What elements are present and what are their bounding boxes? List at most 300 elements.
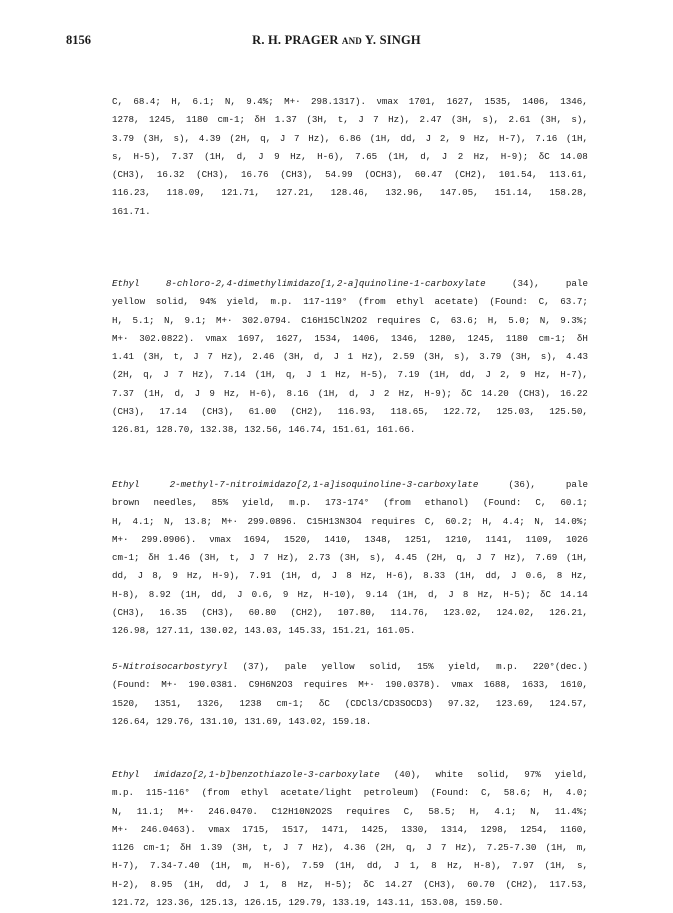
text-token: 1627,: [276, 332, 304, 344]
text-token: 1406,: [522, 96, 550, 107]
text-token: cm-1;: [143, 842, 171, 854]
text-token: J: [282, 842, 289, 854]
text-token: (Found:: [430, 787, 470, 799]
text-token: (1H,: [280, 570, 303, 582]
text-token: t,: [229, 552, 241, 564]
text-token: (CH3),: [201, 406, 235, 418]
text-token: (2H,: [425, 552, 448, 564]
text-token: 1701,: [408, 96, 437, 107]
text-token: N,: [539, 314, 551, 326]
text-token: (2H,: [229, 132, 252, 144]
text-token: N,: [164, 314, 176, 326]
text-token: 4.39: [198, 132, 221, 144]
text-token: H-9);: [424, 387, 452, 399]
compound-entry: [112, 93, 588, 221]
text-token: J: [425, 132, 432, 144]
text-token: 7: [294, 132, 300, 144]
text-token: 85%: [211, 497, 229, 509]
text-token: (CH2),: [290, 406, 324, 418]
text-token: H-8),: [112, 588, 140, 600]
text-token: J: [333, 351, 339, 363]
text-token: J: [249, 552, 255, 564]
text-token: m.p.: [289, 497, 312, 509]
text-token: 8,: [152, 570, 164, 582]
text-token: 2: [383, 387, 390, 399]
text-token: N,: [530, 805, 542, 817]
text-token: N,: [112, 805, 124, 817]
text-token: (CDCl3/CD3SOCD3): [344, 697, 433, 709]
text-token: s),: [454, 351, 471, 363]
text-token: requires: [376, 314, 421, 326]
text-token: 126.64,: [112, 715, 151, 727]
text-token: 7.37: [112, 387, 135, 399]
text-line: [112, 312, 588, 330]
text-token: 1,: [259, 878, 271, 890]
text-token: cm-1;: [112, 552, 140, 564]
text-token: q,: [456, 552, 468, 564]
text-token: Hz),: [312, 842, 335, 854]
text-token: (CH2),: [290, 607, 324, 619]
text-token: 123.02,: [443, 607, 483, 619]
text-token: Hz,: [297, 588, 315, 600]
text-line: [112, 821, 588, 839]
text-token: 17.14: [159, 406, 187, 418]
text-token: M+·: [358, 679, 375, 691]
text-token: 1348,: [364, 533, 393, 545]
text-token: J: [510, 570, 517, 582]
text-token: 5.1;: [132, 314, 155, 326]
text-token: 11.4%;: [554, 805, 588, 817]
text-token: Hz,: [297, 878, 315, 890]
text-token: 11.1;: [136, 805, 165, 817]
text-token: (CH3),: [201, 607, 235, 619]
text-line: [112, 839, 588, 857]
text-token: 132.96,: [385, 187, 424, 199]
text-token: 125.03,: [496, 406, 535, 418]
text-token: 14.0%;: [554, 515, 588, 527]
text-token: 7: [373, 114, 379, 126]
text-token: 4.1;: [494, 805, 517, 817]
text-line: [112, 403, 588, 421]
text-token: 1610,: [560, 679, 588, 691]
text-token: 220°(dec.): [532, 661, 588, 672]
text-token: (3H,: [539, 114, 562, 126]
text-token: 8: [556, 570, 563, 582]
text-token: 8-chloro-2,4-dimethylimidazo[1,2-a]quinoline-1-carboxylate: [165, 278, 486, 289]
text-token: J: [441, 150, 448, 162]
text-token: 121.71,: [221, 187, 260, 199]
text-token: dd,: [485, 570, 502, 582]
text-token: 123.36,: [156, 897, 195, 909]
text-token: (1H,: [387, 150, 410, 162]
text-token: 14.08: [560, 150, 588, 162]
text-token: 2,: [499, 369, 511, 381]
text-token: (CH2),: [505, 878, 539, 890]
text-token: 159.50.: [465, 897, 504, 909]
text-token: (3H,: [338, 552, 362, 564]
text-token: 7.91: [249, 570, 272, 582]
text-token: (1H,: [454, 570, 477, 582]
text-line: [112, 330, 588, 348]
text-token: (1H,: [317, 387, 340, 399]
text-token: 2.61: [508, 114, 531, 126]
text-token: H,: [112, 515, 124, 527]
text-token: Hz,: [473, 150, 491, 162]
text-token: m.p.: [496, 661, 519, 672]
text-token: (from: [201, 787, 230, 799]
text-token: 1126: [112, 842, 135, 854]
text-token: (1H,: [369, 132, 392, 144]
text-token: Hz),: [455, 842, 478, 854]
text-token: 122.72,: [443, 406, 483, 418]
text-token: 129.79,: [288, 897, 328, 909]
text-token: petroleum): [363, 787, 419, 799]
text-line: [112, 713, 588, 731]
text-token: M+·: [112, 332, 129, 344]
text-token: H,: [487, 314, 499, 326]
text-token: d,: [420, 150, 432, 162]
text-token: dd,: [459, 369, 477, 381]
text-token: 4.0;: [565, 787, 588, 799]
text-token: J: [194, 387, 201, 399]
text-token: 1141,: [485, 533, 513, 545]
text-token: 133.19,: [332, 897, 372, 909]
text-token: C,: [430, 314, 442, 326]
text-token: 2.73: [308, 552, 331, 564]
text-token: 16.22: [560, 387, 588, 399]
text-line: [112, 293, 588, 311]
text-token: 1410,: [324, 533, 352, 545]
text-token: 1.39: [200, 842, 223, 854]
text-token: 128.70,: [156, 424, 195, 436]
text-token: 60.70: [467, 878, 495, 890]
text-token: 7: [177, 369, 184, 381]
text-token: 7: [297, 842, 304, 854]
text-token: dd,: [366, 860, 384, 872]
text-token: m.p.: [270, 296, 293, 308]
text-token: 9: [520, 369, 526, 381]
text-token: 1694,: [243, 533, 272, 545]
text-token: 9: [209, 387, 215, 399]
text-token: q,: [260, 132, 272, 144]
text-token: 117-119°: [303, 296, 348, 308]
text-token: 1298,: [480, 823, 509, 835]
text-token: M+·: [177, 805, 195, 817]
text-token: 60.47: [414, 169, 443, 181]
text-token: 125.50,: [549, 406, 588, 418]
text-token: νmax: [209, 533, 232, 545]
text-token: 190.0381.: [188, 679, 239, 691]
text-token: 8: [346, 570, 352, 582]
text-token: 118.65,: [390, 406, 430, 418]
text-token: Hz),: [388, 114, 411, 126]
text-token: δH: [254, 114, 266, 126]
text-token: (CH3),: [196, 169, 230, 181]
text-token: δC: [363, 878, 375, 890]
text-token: 8.33: [423, 570, 446, 582]
text-token: 1697,: [237, 332, 266, 344]
text-token: 6.1;: [192, 96, 215, 107]
text-token: 58.5;: [428, 805, 456, 817]
text-token: ethyl: [396, 296, 424, 308]
text-token: δH: [576, 332, 588, 344]
text-token: 7.34-7.40: [149, 860, 200, 872]
text-token: 302.0794.: [242, 314, 292, 326]
text-token: 15%: [417, 661, 434, 672]
text-token: d,: [348, 387, 361, 399]
text-token: C,: [481, 787, 493, 799]
text-token: (Found:: [112, 679, 151, 691]
text-line: [112, 184, 588, 202]
text-token: d,: [174, 387, 186, 399]
text-token: 0.6,: [251, 588, 274, 600]
text-token: 1330,: [401, 823, 429, 835]
text-token: 129.76,: [156, 715, 195, 727]
text-token: 60.2;: [445, 515, 473, 527]
text-token: s,: [112, 150, 124, 162]
text-token: white: [435, 769, 464, 780]
text-token: 118.09,: [166, 187, 206, 199]
text-line: [112, 348, 588, 366]
text-token: 151.14,: [494, 187, 534, 199]
text-token: (OCH3),: [364, 169, 404, 181]
compound-entry: [112, 476, 588, 641]
text-token: Hz,: [447, 860, 464, 872]
text-token: 1535,: [484, 96, 513, 107]
text-token: 132.56,: [244, 424, 283, 436]
text-token: 125.13,: [200, 897, 239, 909]
text-line: [112, 676, 588, 694]
text-token: N,: [164, 515, 176, 527]
text-token: 124.02,: [496, 607, 535, 619]
text-token: 1: [320, 369, 327, 381]
text-line: [112, 166, 588, 184]
text-token: 1160,: [560, 823, 588, 835]
text-token: 4.43: [565, 351, 588, 363]
text-token: 9: [459, 132, 466, 144]
text-line: [112, 876, 588, 894]
text-token: 16.35: [159, 607, 187, 619]
text-token: H,: [482, 515, 494, 527]
text-token: C,: [403, 805, 415, 817]
text-token: 68.4;: [133, 96, 161, 107]
text-token: 54.99: [325, 169, 353, 181]
text-token: 126.98,: [112, 625, 151, 637]
text-token: 146.74,: [288, 424, 328, 436]
text-line: [112, 203, 588, 221]
text-token: s),: [173, 132, 191, 144]
text-line: [112, 857, 588, 875]
text-token: (3H,: [142, 351, 165, 363]
text-token: 117.53,: [549, 878, 588, 890]
text-token: 3.79: [479, 351, 502, 363]
text-token: (2H,: [112, 369, 135, 381]
text-token: νmax: [205, 332, 228, 344]
text-token: 1520,: [284, 533, 312, 545]
text-token: requires: [371, 515, 416, 527]
text-token: Ethyl: [112, 278, 140, 289]
text-token: 143.02,: [288, 715, 328, 727]
text-token: (1H,: [428, 369, 451, 381]
text-token: J: [358, 114, 364, 126]
text-line: [112, 366, 588, 384]
text-token: pale: [284, 661, 307, 672]
text-token: acetate): [434, 296, 479, 308]
text-token: H-2),: [112, 878, 140, 890]
text-token: H,: [543, 787, 555, 799]
text-token: C,: [424, 515, 436, 527]
text-token: H,: [469, 805, 481, 817]
text-token: (1H,: [544, 860, 567, 872]
text-token: cm-1;: [217, 114, 246, 126]
text-token: 4.45: [394, 552, 417, 564]
text-token: (CH3),: [112, 607, 146, 619]
text-token: 1238: [239, 697, 262, 709]
text-token: 16.76: [240, 169, 269, 181]
text-token: 7: [490, 552, 496, 564]
text-token: Ethyl: [112, 769, 140, 780]
text-token: solid,: [155, 296, 189, 308]
text-line: [112, 622, 588, 640]
text-token: J: [243, 878, 249, 890]
text-line: [112, 784, 588, 802]
text-token: 131.10,: [200, 715, 239, 727]
text-token: Hz),: [221, 351, 244, 363]
text-token: t,: [262, 842, 274, 854]
text-token: 1715,: [242, 823, 270, 835]
text-token: 116.23,: [112, 187, 151, 199]
text-token: 0.6,: [525, 570, 548, 582]
text-token: 8.95: [150, 878, 173, 890]
text-token: 1245,: [148, 114, 177, 126]
text-token: 131.69,: [244, 715, 283, 727]
text-token: 9.4%;: [246, 96, 274, 107]
text-token: H-10),: [323, 588, 357, 600]
text-token: (CH2),: [454, 169, 488, 181]
text-token: 145.33,: [288, 625, 328, 637]
text-token: 115-116°: [145, 787, 190, 799]
text-token: 299.0896.: [247, 515, 298, 527]
text-token: C,: [535, 497, 547, 509]
text-token: J: [305, 369, 312, 381]
text-token: N,: [534, 515, 546, 527]
text-token: (from: [358, 296, 386, 308]
text-token: J: [258, 150, 264, 162]
text-token: 161.71.: [112, 205, 151, 217]
text-token: C16H15ClN2O2: [301, 314, 368, 326]
text-token: 246.0463).: [140, 823, 196, 835]
text-token: 127.21,: [276, 187, 315, 199]
text-token: 132.38,: [200, 424, 239, 436]
text-token: 1180: [185, 114, 209, 126]
text-token: 1,: [409, 860, 421, 872]
text-token: 7.25-7.30: [486, 842, 537, 854]
text-token: δH: [179, 842, 192, 854]
text-token: 1520,: [112, 697, 140, 709]
text-token: νmax: [208, 823, 231, 835]
text-token: 14.27: [384, 878, 413, 890]
text-token: 7: [440, 842, 447, 854]
text-token: (3H,: [142, 132, 165, 144]
text-token: (2H,: [374, 842, 397, 854]
text-token: Hz),: [192, 369, 215, 381]
text-token: Hz,: [224, 387, 241, 399]
text-token: νmax: [451, 679, 474, 691]
text-token: 1: [347, 351, 354, 363]
text-token: 173-174°: [325, 497, 370, 509]
text-token: J: [448, 588, 454, 600]
compound-entry: [112, 766, 588, 912]
text-token: 9.14: [365, 588, 388, 600]
text-token: H-6),: [317, 150, 345, 162]
text-token: (from: [383, 497, 411, 509]
text-token: 298.1317).: [310, 96, 367, 107]
text-token: 4.1;: [132, 515, 155, 527]
text-token: 60.1;: [560, 497, 588, 509]
text-token: yield,: [226, 296, 260, 308]
text-token: 58.6;: [503, 787, 532, 799]
text-token: solid,: [477, 769, 511, 780]
text-token: 97.32,: [447, 697, 481, 709]
text-token: pale: [565, 278, 588, 289]
text-token: 190.0378).: [385, 679, 441, 691]
text-token: d,: [428, 588, 440, 600]
text-token: J: [485, 369, 491, 381]
text-token: Hz,: [473, 132, 491, 144]
text-line: [112, 567, 588, 585]
text-token: 159.18.: [332, 715, 372, 727]
text-token: M+·: [112, 533, 129, 545]
text-line: [112, 513, 588, 531]
text-token: Hz),: [361, 351, 384, 363]
text-token: 128.46,: [330, 187, 370, 199]
text-token: 7.14: [223, 369, 246, 381]
text-token: m.p.: [112, 787, 135, 799]
text-token: (1H,: [143, 387, 166, 399]
text-token: C,: [112, 96, 124, 107]
text-token: 6.86: [338, 132, 362, 144]
text-token: 2.47: [419, 114, 442, 126]
text-token: 2,: [439, 132, 451, 144]
text-token: q,: [143, 369, 155, 381]
text-token: 61.00: [248, 406, 277, 418]
text-token: (Found:: [489, 296, 528, 308]
text-token: 8: [431, 860, 437, 872]
text-token: 161.05.: [376, 625, 416, 637]
text-token: 9: [274, 150, 280, 162]
text-token: m,: [576, 842, 588, 854]
text-token: 126.15,: [244, 897, 283, 909]
text-token: 113.61,: [549, 169, 588, 181]
text-token: acetate/light: [280, 787, 353, 799]
text-token: 158.28,: [549, 187, 588, 199]
text-token: (3H,: [509, 351, 533, 363]
text-token: 97%: [524, 769, 541, 780]
text-line: [112, 531, 588, 549]
text-token: 130.02,: [200, 625, 239, 637]
text-token: H-7),: [498, 132, 527, 144]
text-token: 7: [207, 351, 213, 363]
text-token: J: [476, 552, 482, 564]
text-token: 2.46: [252, 351, 275, 363]
text-token: (1H,: [254, 369, 277, 381]
text-token: cm-1;: [538, 332, 567, 344]
text-token: 124.57,: [549, 697, 588, 709]
text-token: 1026: [565, 533, 588, 545]
text-token: 9: [282, 588, 289, 600]
text-token: 14.14: [560, 588, 588, 600]
text-token: H-5);: [324, 878, 353, 890]
